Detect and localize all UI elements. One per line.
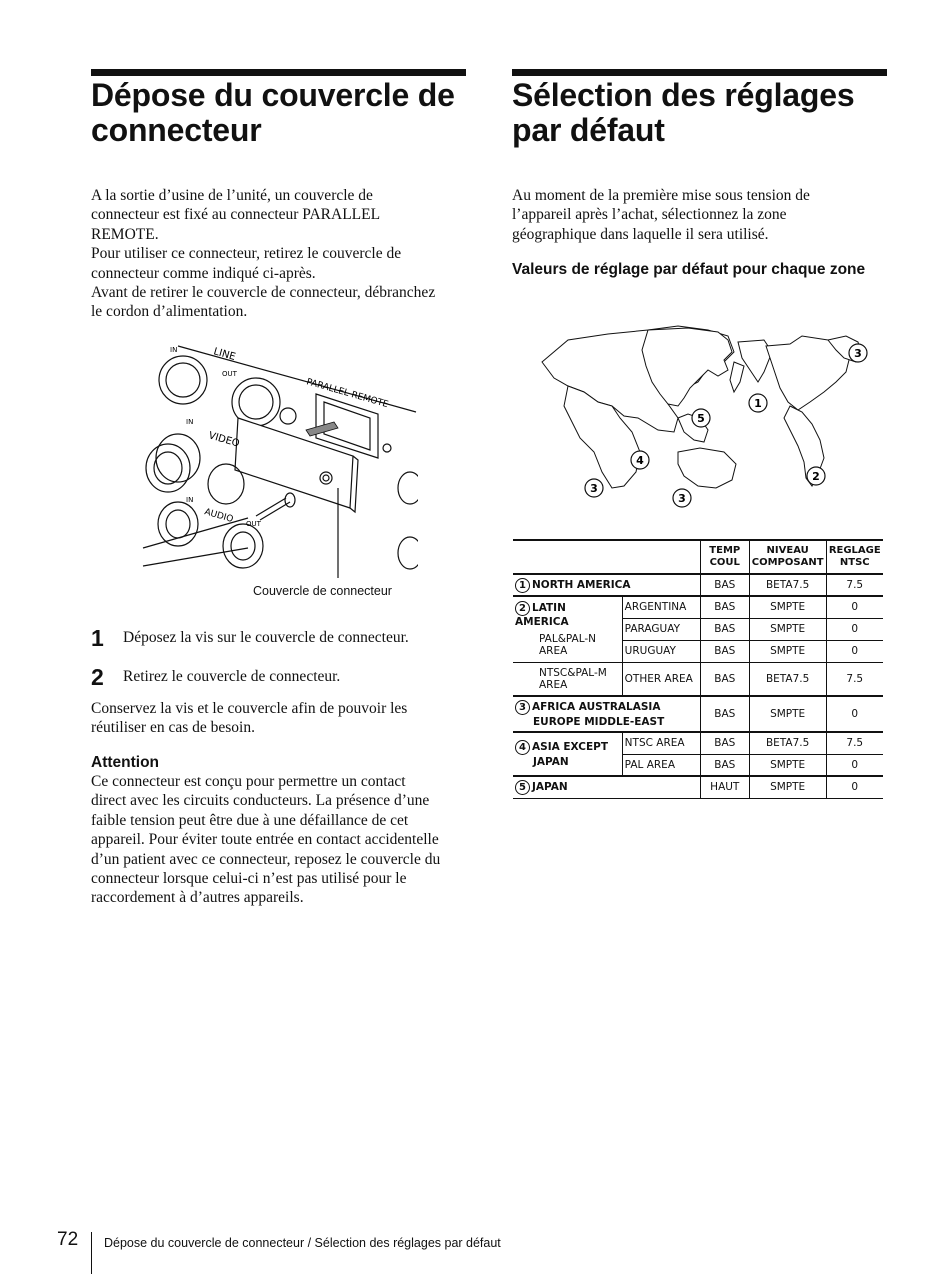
temp-cell: BAS bbox=[700, 574, 749, 596]
step-text: Déposez la vis sur le couvercle de connecteur. bbox=[123, 629, 409, 646]
zone-name: JAPAN bbox=[532, 780, 568, 793]
line-label: LINE bbox=[212, 346, 237, 364]
default-settings-table bbox=[513, 539, 883, 799]
zone-number: 2 bbox=[515, 601, 530, 616]
niveau-cell: SMPTE bbox=[749, 696, 826, 732]
area-cell: URUGUAY bbox=[622, 640, 700, 662]
header-ntsc: REGLAGE NTSC bbox=[826, 540, 883, 574]
zone-name: NORTH AMERICA bbox=[532, 578, 631, 591]
connector-cover-illustration bbox=[138, 338, 418, 578]
intro-line: Avant de retirer le couvercle de connecteur, débranchez bbox=[91, 284, 436, 302]
attention-line: connecteur lorsque celui-ci n’est pas utilisé pour le bbox=[91, 870, 407, 888]
step-text: Retirez le couvercle de connecteur. bbox=[123, 668, 341, 685]
table-row bbox=[513, 662, 883, 696]
left-section-title: Dépose du couvercle de connecteur bbox=[91, 77, 455, 148]
sub-area-label: PAL&PAL-N AREA bbox=[539, 633, 597, 657]
intro-line: le cordon d’alimentation. bbox=[91, 303, 248, 321]
ntsc-cell: 0 bbox=[826, 776, 883, 798]
zone-cell bbox=[513, 776, 700, 798]
area-cell: ARGENTINA bbox=[622, 596, 700, 618]
map-marker-1: 1 bbox=[754, 397, 762, 410]
step-number: 1 bbox=[91, 625, 104, 651]
keep-line: réutiliser en cas de besoin. bbox=[91, 719, 255, 737]
ntsc-cell: 7.5 bbox=[826, 662, 883, 696]
table-row bbox=[513, 574, 883, 596]
header-temp: TEMP COUL bbox=[700, 540, 749, 574]
temp-cell: BAS bbox=[700, 596, 749, 618]
ntsc-cell: 0 bbox=[826, 596, 883, 618]
map-marker-3: 3 bbox=[854, 347, 862, 360]
table-header-row bbox=[513, 540, 883, 574]
intro-line: Au moment de la première mise sous tension de bbox=[512, 187, 810, 204]
intro-line: l’appareil après l’achat, sélectionnez la zone bbox=[512, 206, 787, 224]
right-title-rule bbox=[512, 69, 887, 76]
world-map bbox=[528, 322, 874, 512]
intro-line: REMOTE. bbox=[91, 225, 159, 243]
zone-cell bbox=[513, 732, 622, 776]
temp-cell: HAUT bbox=[700, 776, 749, 798]
page-number: 72 bbox=[57, 1229, 79, 1250]
table-row bbox=[513, 776, 883, 798]
figure-caption: Couvercle de connecteur bbox=[253, 584, 392, 598]
zone-cell bbox=[513, 596, 622, 662]
out-label: OUT bbox=[222, 370, 237, 378]
temp-cell: BAS bbox=[700, 662, 749, 696]
area-cell: PAL AREA bbox=[622, 754, 700, 776]
attention-heading: Attention bbox=[91, 754, 160, 771]
zone-name: ASIA EXCEPT bbox=[532, 740, 609, 753]
keep-note bbox=[91, 699, 471, 738]
area-cell: NTSC AREA bbox=[622, 732, 700, 754]
map-marker-3: 3 bbox=[590, 482, 598, 495]
attention-line: faible tension peut être due à une défaillance de cet bbox=[91, 811, 409, 829]
area-cell: OTHER AREA bbox=[622, 662, 700, 696]
header-niveau: NIVEAU COMPOSANT bbox=[749, 540, 826, 574]
ntsc-cell: 0 bbox=[826, 696, 883, 732]
out-label: OUT bbox=[246, 520, 261, 528]
zone-number: 4 bbox=[515, 740, 530, 755]
table-row bbox=[513, 732, 883, 754]
map-marker-2: 2 bbox=[812, 470, 820, 483]
intro-line: A la sortie d’usine de l’unité, un couvercle de bbox=[91, 187, 373, 204]
defaults-subtitle: Valeurs de réglage par défaut pour chaque zone bbox=[512, 261, 866, 278]
niveau-cell: BETA7.5 bbox=[749, 574, 826, 596]
table-row bbox=[513, 596, 883, 618]
ntsc-cell: 0 bbox=[826, 618, 883, 640]
temp-cell: BAS bbox=[700, 732, 749, 754]
map-marker-3: 3 bbox=[678, 492, 686, 505]
ntsc-cell: 0 bbox=[826, 640, 883, 662]
attention-line: raccordement à d’autres appareils. bbox=[91, 889, 304, 907]
audio-label: AUDIO bbox=[203, 507, 235, 525]
in-label: IN bbox=[186, 418, 194, 426]
ntsc-cell: 7.5 bbox=[826, 732, 883, 754]
zone-cell bbox=[513, 574, 700, 596]
zone-cell bbox=[513, 696, 700, 732]
niveau-cell: SMPTE bbox=[749, 640, 826, 662]
sub-area-label: NTSC&PAL-M AREA bbox=[539, 666, 607, 691]
left-intro-paragraph bbox=[91, 186, 471, 322]
attention-line: Ce connecteur est conçu pour permettre un contact bbox=[91, 773, 406, 790]
video-label: VIDEO bbox=[207, 430, 241, 450]
map-marker-5: 5 bbox=[697, 412, 705, 425]
keep-line: Conservez la vis et le couvercle afin de pouvoir les bbox=[91, 700, 408, 717]
niveau-cell: SMPTE bbox=[749, 618, 826, 640]
zone-number: 3 bbox=[515, 700, 530, 715]
right-section-title: Sélection des réglages par défaut bbox=[512, 77, 855, 148]
niveau-cell: BETA7.5 bbox=[749, 662, 826, 696]
intro-line: géographique dans laquelle il sera utilisé. bbox=[512, 225, 769, 243]
zone-number: 5 bbox=[515, 780, 530, 795]
attention-line: appareil. Pour éviter toute entrée en contact accidentelle bbox=[91, 831, 439, 849]
area-cell: PARAGUAY bbox=[622, 618, 700, 640]
header-empty-cell bbox=[513, 540, 700, 574]
niveau-cell: BETA7.5 bbox=[749, 732, 826, 754]
in-label: IN bbox=[186, 496, 194, 504]
temp-cell: BAS bbox=[700, 696, 749, 732]
zone-name: LATIN AMERICA bbox=[515, 602, 569, 628]
attention-line: d’un patient avec ce connecteur, reposez le couvercle du bbox=[91, 850, 441, 868]
left-title-rule bbox=[91, 69, 466, 76]
temp-cell: BAS bbox=[700, 754, 749, 776]
temp-cell: BAS bbox=[700, 640, 749, 662]
niveau-cell: SMPTE bbox=[749, 776, 826, 798]
zone-name: JAPAN bbox=[533, 755, 569, 768]
footer-divider bbox=[91, 1232, 92, 1274]
attention-paragraph bbox=[91, 772, 471, 908]
niveau-cell: SMPTE bbox=[749, 754, 826, 776]
map-marker-4: 4 bbox=[636, 454, 644, 467]
right-intro-paragraph bbox=[512, 186, 892, 244]
zone-number: 1 bbox=[515, 578, 530, 593]
temp-cell: BAS bbox=[700, 618, 749, 640]
niveau-cell: SMPTE bbox=[749, 596, 826, 618]
ntsc-cell: 0 bbox=[826, 754, 883, 776]
footer-running-title: Dépose du couvercle de connecteur / Sélection des réglages par défaut bbox=[104, 1236, 501, 1250]
zone-name: AFRICA AUSTRALASIA bbox=[532, 700, 661, 713]
attention-line: direct avec les circuits conducteurs. La présence d’une bbox=[91, 792, 430, 810]
intro-line: connecteur est fixé au connecteur PARALLEL bbox=[91, 206, 381, 224]
intro-line: connecteur comme indiqué ci-après. bbox=[91, 264, 316, 282]
table-row bbox=[513, 696, 883, 732]
in-label: IN bbox=[170, 346, 178, 354]
ntsc-cell: 7.5 bbox=[826, 574, 883, 596]
zone-name: EUROPE MIDDLE-EAST bbox=[533, 715, 665, 728]
parallel-remote-label: PARALLEL REMOTE bbox=[305, 377, 390, 411]
intro-line: Pour utiliser ce connecteur, retirez le couvercle de bbox=[91, 245, 402, 263]
step-number: 2 bbox=[91, 664, 104, 690]
